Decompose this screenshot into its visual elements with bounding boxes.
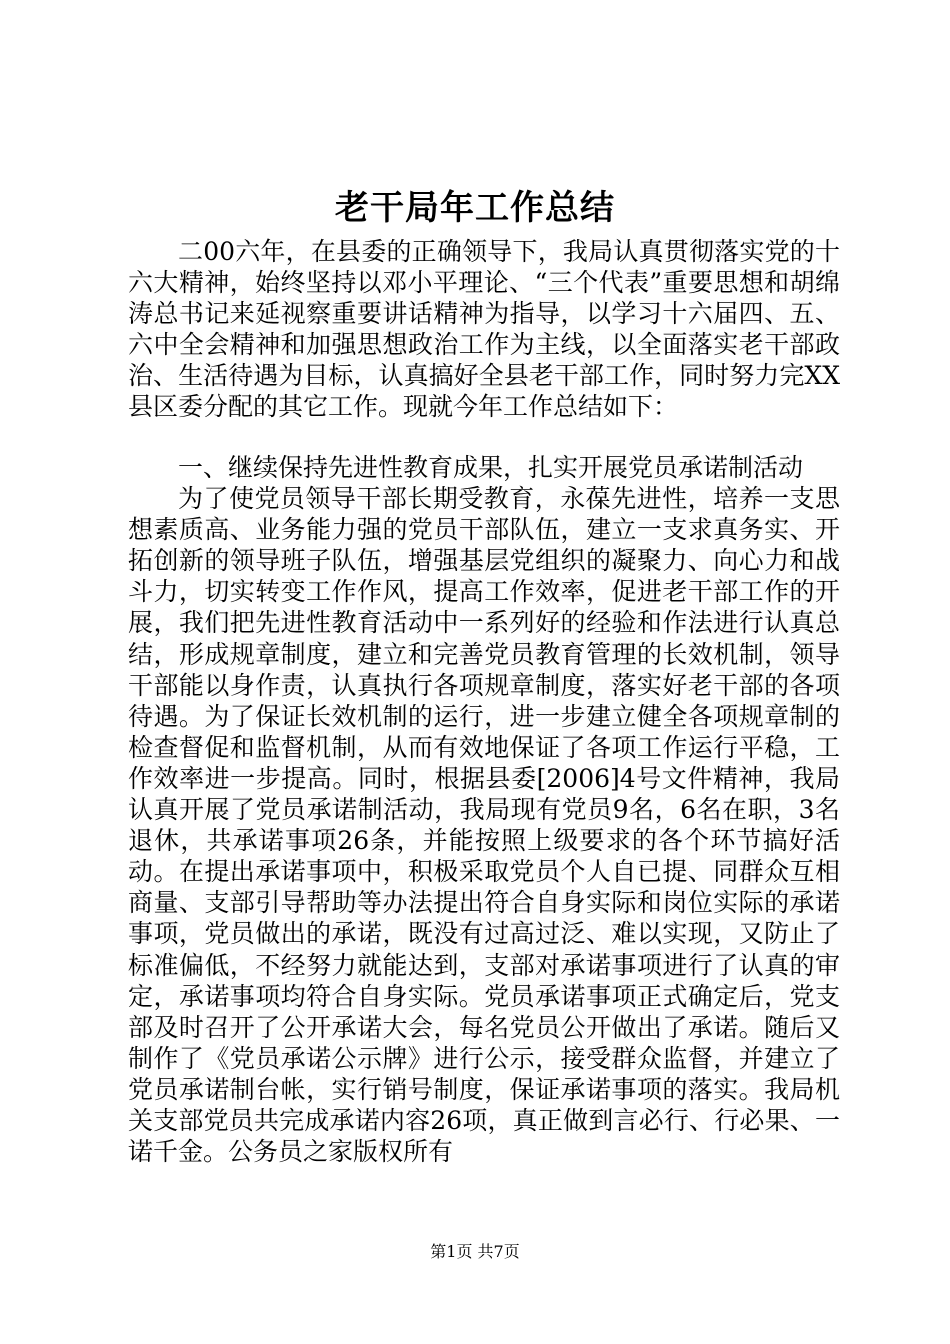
section-1-paragraph: 为了使党员领导干部长期受教育，永葆先进性，培养一支思想素质高、业务能力强的党员干部队伍，建立一支求真务实、开拓创新的领导班子队伍，增强基层党组织的凝聚力、向心力和战斗力，切实转变工作作风，提高工作效率，促进老干部工作的开展，我们把先进性教育活动中一系列好的经验和作法进行认真总结，形成规章制度，建立和完善党员教育管理的长效机制，领导干部能以身作责，认真执行各项规章制度，落实好老干部的各项待遇。为了保证长效机制的运行，进一步建立健全各项规章制的检查督促和监督机制，从而有效地保证了各项工作运行平稳，工作效率进一步提高。同时，根据县委[2006]4号文件精神，我局认真开展了党员承诺制活动，我局现有党员9名，6名在职，3名退休，共承诺事项26条，并能按照上级要求的各个环节搞好活动。在提出承诺事项中，积极采取党员个人自已提、同群众互相商量、支部引导帮助等办法提出符合自身实际和岗位实际的承诺事项，党员做出的承诺，既没有过高过泛、难以实现，又防止了标准偏低，不经努力就能达到，支部对承诺事项进行了认真的审定，承诺事项均符合自身实际。党员承诺事项正式确定后，党支部及时召开了公开承诺大会，每名党员公开做出了承诺。随后又制作了《党员承诺公示牌》进行公示，接受群众监督，并建立了党员承诺制台帐，实行销号制度，保证承诺事项的落实。我局机关支部党员共完成承诺内容26项，真正做到言必行、行必果、一诺千金。公务员之家版权所有 xyxy=(128,484,840,1167)
section-1-heading: 一、继续保持先进性教育成果，扎实开展党员承诺制活动 xyxy=(178,453,804,482)
document-title: 老干局年工作总结 xyxy=(335,188,615,228)
page-number-footer: 第1页 共7页 xyxy=(430,1242,520,1261)
intro-paragraph: 二00六年，在县委的正确领导下，我局认真贯彻落实党的十六大精神，始终坚持以邓小平理论、“三个代表”重要思想和胡绵涛总书记来延视察重要讲话精神为指导，以学习十六届四、五、六中全会精神和加强思想政治工作为主线，以全面落实老干部政治、生活待遇为目标，认真搞好全县老干部工作，同时努力完XX县区委分配的其它工作。现就今年工作总结如下： xyxy=(128,237,840,422)
intro-block xyxy=(128,236,840,423)
section-1 xyxy=(128,452,840,1167)
